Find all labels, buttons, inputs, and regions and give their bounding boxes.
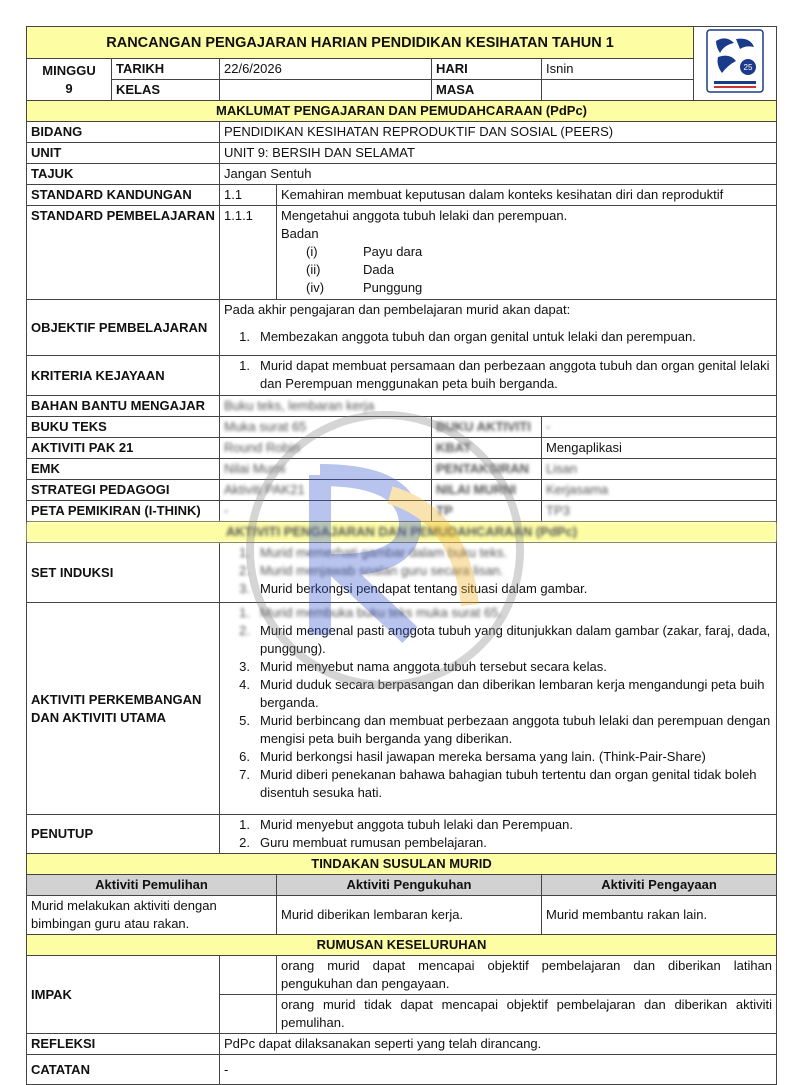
bukuteks-label: BUKU TEKS — [27, 417, 220, 438]
impak-1-count[interactable] — [220, 956, 277, 995]
kelas-value — [220, 80, 432, 101]
ithink-label: PETA PEMIKIRAN (I-THINK) — [27, 501, 220, 522]
kelas-label: KELAS — [112, 80, 220, 101]
ithink-value: - — [220, 501, 432, 522]
kriteria-item: 1. Murid dapat membuat persamaan dan perbezaan anggota tubuh dan organ genital lelaki dan Perempuan menggunakan peta buih berganda. — [239, 358, 770, 391]
tajuk-value: Jangan Sentuh — [220, 164, 777, 185]
impak-1-text: orang murid dapat mencapai objektif pembelajaran dan diberikan latihan pengukuhan dan pengayaan. — [277, 956, 777, 995]
objektif-content — [220, 300, 777, 356]
pemulihan-header: Aktiviti Pemulihan — [27, 875, 277, 896]
objektif-label: OBJEKTIF PEMBELAJARAN — [27, 300, 220, 356]
unit-label: UNIT — [27, 143, 220, 164]
page-title: RANCANGAN PENGAJARAN HARIAN PENDIDIKAN KESIHATAN TAHUN 1 — [27, 27, 694, 59]
utama-item: 6. Murid berkongsi hasil jawapan mereka bersama yang lain. (Think-Pair-Share) — [239, 749, 706, 764]
utama-item: 7. Murid diberi penekanan bahawa bahagian tubuh tertentu dan organ genital tidak boleh disentuh sesuka hati. — [239, 767, 757, 800]
impak-2-text: orang murid tidak dapat mencapai objektif pembelajaran dan diberikan aktiviti pemulihan. — [277, 995, 777, 1034]
utama-item: 1. Murid membuka buku teks muka surat 65. — [239, 605, 503, 620]
sp-text: Mengetahui anggota tubuh lelaki dan perempuan. — [281, 208, 568, 223]
minggu-value: 9 — [65, 80, 73, 96]
utama-item: 4. Murid duduk secara berpasangan dan diberikan lembaran kerja mengandungi peta buih berganda. — [239, 677, 765, 710]
bidang-value: PENDIDIKAN KESIHATAN REPRODUKTIF DAN SOSIAL (PEERS) — [220, 122, 777, 143]
strategi-label: STRATEGI PEDAGOGI — [27, 480, 220, 501]
pengayaan-header: Aktiviti Pengayaan — [542, 875, 777, 896]
sp-item: (iv) Punggung — [306, 280, 423, 295]
induksi-item: 1. Murid memerhati gambar dalam buku teks. — [239, 545, 508, 560]
kriteria-label: KRITERIA KEJAYAAN — [27, 356, 220, 396]
masa-label: MASA — [432, 80, 542, 101]
utama-item: 5. Murid berbincang dan membuat perbezaan anggota tubuh lelaki dan perempuan dengan mengisi peta buih berganda yang diberikan. — [239, 713, 771, 746]
pentaksiran-label: PENTAKSIRAN — [432, 459, 542, 480]
catatan-label: CATATAN — [27, 1055, 220, 1085]
pemulihan-value: Murid melakukan aktiviti dengan bimbingan guru atau rakan. — [27, 896, 277, 935]
nilai-label: NILAI MURNI — [432, 480, 542, 501]
emk-label: EMK — [27, 459, 220, 480]
sp-content — [277, 206, 777, 300]
masa-value — [542, 80, 694, 101]
emk-value: Nilai Murni — [220, 459, 432, 480]
bukuaktiviti-label: BUKU AKTIVITI — [432, 417, 542, 438]
kbat-label: KBAT — [432, 438, 542, 459]
utama-content — [220, 603, 777, 815]
bbm-label: BAHAN BANTU MENGAJAR — [27, 396, 220, 417]
rumusan-heading: RUMUSAN KESELURUHAN — [27, 935, 777, 956]
minggu-cell — [27, 59, 112, 101]
bbm-value: Buku teks, lembaran kerja — [220, 396, 777, 417]
refleksi-label: REFLEKSI — [27, 1034, 220, 1055]
tarikh-value: 22/6/2026 — [220, 59, 432, 80]
refleksi-value: PdPc dapat dilaksanakan seperti yang telah dirancang. — [220, 1034, 777, 1055]
penutup-item: 1. Murid menyebut anggota tubuh lelaki dan Perempuan. — [239, 817, 573, 832]
pak21-value: Round Robin — [220, 438, 432, 459]
logo-icon — [706, 29, 764, 93]
strategi-value: Aktiviti PAK21 — [220, 480, 432, 501]
sk-text: Kemahiran membuat keputusan dalam konteks kesihatan diri dan reproduktif — [277, 185, 777, 206]
sp-subheading: Badan — [281, 226, 319, 241]
catatan-value: - — [220, 1055, 777, 1085]
bidang-label: BIDANG — [27, 122, 220, 143]
sp-item: (i) Payu dara — [306, 244, 423, 259]
penutup-label: PENUTUP — [27, 815, 220, 854]
tajuk-label: TAJUK — [27, 164, 220, 185]
utama-item: 2. Murid mengenal pasti anggota tubuh yang ditunjukkan dalam gambar (zakar, faraj, dada, punggung). — [239, 623, 771, 656]
school-logo — [694, 27, 777, 101]
sp-item: (ii) Dada — [306, 262, 395, 277]
induksi-item: 2. Murid menjawab soalan guru secara lisan. — [239, 563, 504, 578]
penutup-item: 2. Guru membuat rumusan pembelajaran. — [239, 835, 487, 850]
kbat-value: Mengaplikasi — [542, 438, 777, 459]
utama-item: 3. Murid menyebut nama anggota tubuh tersebut secara kelas. — [239, 659, 607, 674]
sp-label: STANDARD PEMBELAJARAN — [27, 206, 220, 300]
nilai-value: Kerjasama — [542, 480, 777, 501]
impak-label: IMPAK — [27, 956, 220, 1034]
induksi-label: SET INDUKSI — [27, 543, 220, 603]
pengukuhan-value: Murid diberikan lembaran kerja. — [277, 896, 542, 935]
utama-label: AKTIVITI PERKEMBANGAN DAN AKTIVITI UTAMA — [27, 603, 220, 815]
objektif-intro: Pada akhir pengajaran dan pembelajaran murid akan dapat: — [224, 302, 571, 317]
sk-label: STANDARD KANDUNGAN — [27, 185, 220, 206]
sk-code: 1.1 — [220, 185, 277, 206]
pentaksiran-value: Lisan — [542, 459, 777, 480]
maklumat-heading: MAKLUMAT PENGAJARAN DAN PEMUDAHCARAAN (PdPc) — [27, 101, 777, 122]
bukuteks-value: Muka surat 65 — [220, 417, 432, 438]
kriteria-content — [220, 356, 777, 396]
aktiviti-heading: AKTIVITI PENGAJARAN DAN PEMUDAHCARAAN (PdPc) — [27, 522, 777, 543]
tarikh-label: TARIKH — [112, 59, 220, 80]
bukuaktiviti-value: - — [542, 417, 777, 438]
susulan-heading: TINDAKAN SUSULAN MURID — [27, 854, 777, 875]
pengukuhan-header: Aktiviti Pengukuhan — [277, 875, 542, 896]
induksi-item: 3. Murid berkongsi pendapat tentang situasi dalam gambar. — [239, 581, 588, 596]
objektif-item: 1. Membezakan anggota tubuh dan organ genital untuk lelaki dan perempuan. — [239, 329, 696, 344]
tp-label: TP — [432, 501, 542, 522]
sp-code: 1.1.1 — [220, 206, 277, 300]
tp-value: TP3 — [542, 501, 777, 522]
induksi-content — [220, 543, 777, 603]
hari-value: Isnin — [542, 59, 694, 80]
impak-2-count[interactable] — [220, 995, 277, 1034]
pak21-label: AKTIVITI PAK 21 — [27, 438, 220, 459]
rph-table — [26, 26, 777, 1085]
penutup-content — [220, 815, 777, 854]
hari-label: HARI — [432, 59, 542, 80]
pengayaan-value: Murid membantu rakan lain. — [542, 896, 777, 935]
logo-number: 25 — [743, 63, 753, 72]
minggu-label: MINGGU — [42, 62, 96, 78]
unit-value: UNIT 9: BERSIH DAN SELAMAT — [220, 143, 777, 164]
